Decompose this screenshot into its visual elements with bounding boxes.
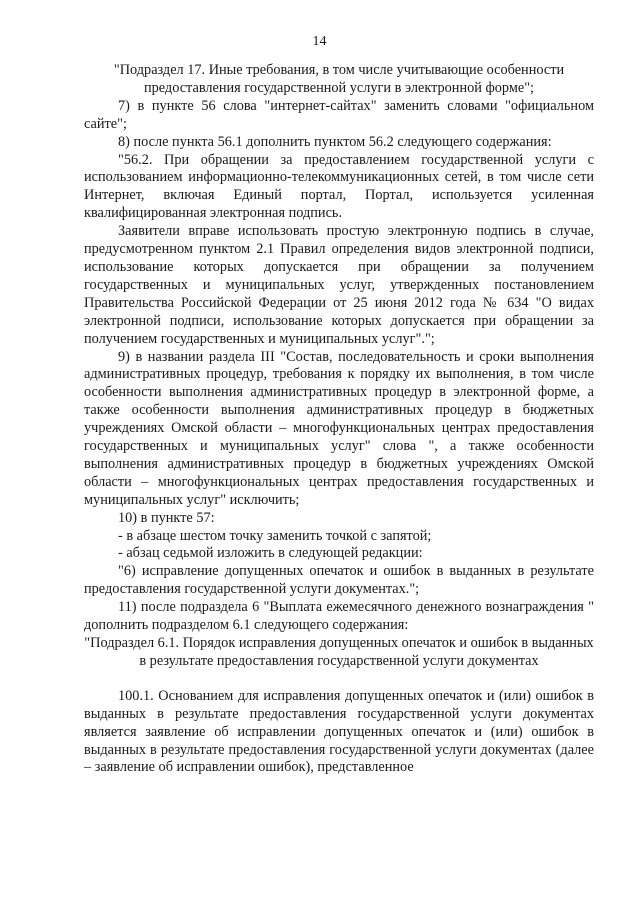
paragraph: 8) после пункта 56.1 дополнить пунктом 56.2 следующего содержания:	[118, 133, 552, 150]
paragraph: 100.1. Основанием для исправления допущенных опечаток и (или) ошибок в выданных в результате предоставления государственной услуги документах является заявление об исправлении допущенных опечаток и (или) ошибок в выданных в результате предоставления государственной услуги документах (далее – заявление об исправлении ошибок), представленное	[84, 687, 594, 776]
section-heading: "Подраздел 6.1. Порядок исправления допущенных опечаток и ошибок в выданных в результате предоставления государственной услуги документах	[84, 635, 594, 669]
paragraph: 7) в пункте 56 слова "интернет-сайтах" заменить словами "официальном сайте";	[84, 97, 594, 132]
paragraph: "56.2. При обращении за предоставлением государственной услуги с использованием информационно-телекоммуникационных сетей, в том числе сети Интернет, включая Единый портал, Портал, используется усиленная квалифицированная электронная подпись.	[84, 151, 594, 222]
page-number: 14	[312, 34, 327, 49]
paragraph: Заявители вправе использовать простую электронную подпись в случае, предусмотренном пунктом 2.1 Правил определения видов электронной подписи, использование которых допускается при обращении за получением государственных и муниципальных услуг, утвержденных постановлением Правительства Российской Федерации от 25 июня 2012 года № 634 "О видах электронной подписи, использование которых допускается при обращении за получением государственных и муниципальных услуг".";	[84, 223, 594, 347]
document-body	[84, 62, 594, 777]
paragraph: - в абзаце шестом точку заменить точкой с запятой;	[118, 527, 432, 544]
section-heading: "Подраздел 17. Иные требования, в том числе учитывающие особенности предоставления государственной услуги в электронной форме";	[113, 62, 565, 96]
paragraph: 11) после подраздела 6 "Выплата ежемесячного денежного вознаграждения " дополнить подразделом 6.1 следующего содержания:	[84, 599, 594, 634]
paragraph: 10) в пункте 57:	[118, 509, 215, 526]
paragraph: 9) в названии раздела III "Состав, последовательность и сроки выполнения административных процедур, требования к порядку их выполнения, в том числе особенности выполнения административных процедур в электронной форме, а также особенности выполнения административных процедур в бюджетных учреждениях Омской области – многофункциональных центрах предоставления государственных и муниципальных услуг" слова ", а также особенности выполнения административных процедур в бюджетных учреждениях Омской области – многофункциональных центрах предоставления государственных и муниципальных услуг" исключить;	[84, 348, 594, 508]
paragraph: "6) исправление допущенных опечаток и ошибок в выданных в результате предоставления государственной услуги документах.";	[84, 563, 594, 598]
paragraph: - абзац седьмой изложить в следующей редакции:	[118, 545, 423, 562]
